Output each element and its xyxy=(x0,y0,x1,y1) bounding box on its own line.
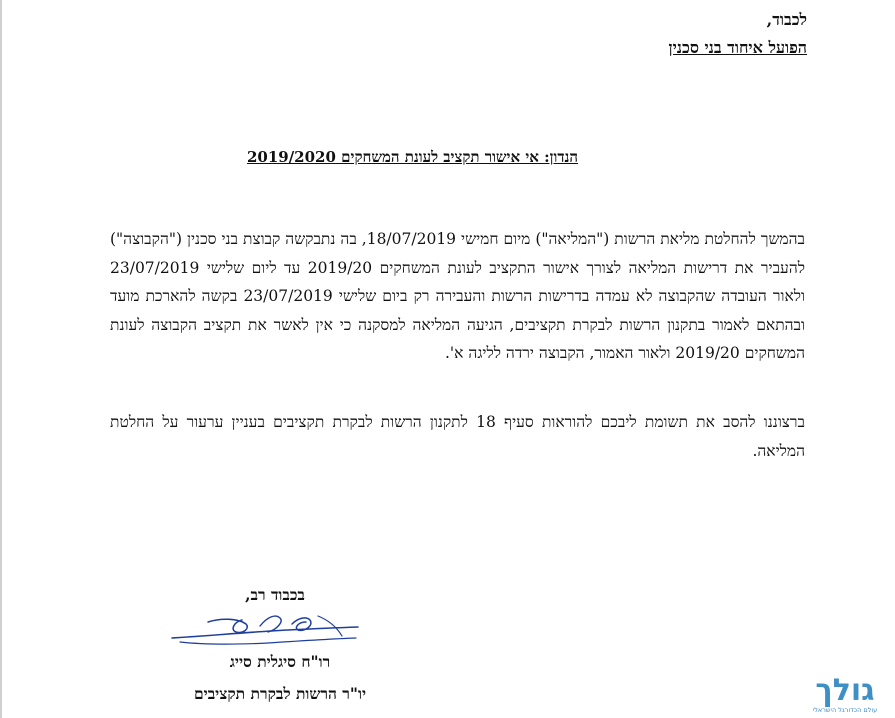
logo-wordmark: גולך xyxy=(815,673,875,708)
page-edge xyxy=(0,0,2,718)
greeting: לכבוד, xyxy=(766,10,807,29)
signer-name: רו"ח סיגלית סייג xyxy=(229,652,331,671)
subject-line: הנדון: אי אישור תקציב לעונת המשחקים 2019/2020 xyxy=(246,148,579,166)
signer-title: יו"ר הרשות לבקרת תקציבים xyxy=(193,684,367,703)
handwritten-signature xyxy=(168,608,363,650)
watermark-logo xyxy=(805,673,885,718)
salutation-block xyxy=(669,6,807,62)
body-paragraph-1: בהמשך להחלטת מליאת הרשות ("המליאה") מיום חמישי 18/07/2019, בה נתבקשה קבוצת בני סכנין ("הקבוצה") להעביר את דרישות המליאה לצורך אישור התקציב לעונת המשחקים 2019/20 עד ליום שלישי 23/07/2019 ולאור העובדה שהקבוצה לא עמדה בדרישות הרשות והעבירה רק ביום שלישי 23/07/2019 בקשה להארכת מועד ובהתאם לאמור בתקנון הרשות לבקרת תקציבים, הגיעה המליאה למסקנה כי אין לאשר את תקציב הקבוצה לעונת המשחקים 2019/20 ולאור האמור, הקבוצה ירדה לליגה א'. xyxy=(110,230,805,362)
recipient-name: הפועל איחוד בני סכנין xyxy=(668,38,807,57)
logo-tagline: עולם הכדורגל הישראלי xyxy=(812,706,878,714)
closing-phrase: בכבוד רב, xyxy=(245,585,305,604)
body-paragraph-2: ברצוננו להסב את תשומת ליבכם להוראות סעיף 18 לתקנון הרשות לבקרת תקציבים בעניין ערעור על החלטת המליאה. xyxy=(110,413,805,460)
